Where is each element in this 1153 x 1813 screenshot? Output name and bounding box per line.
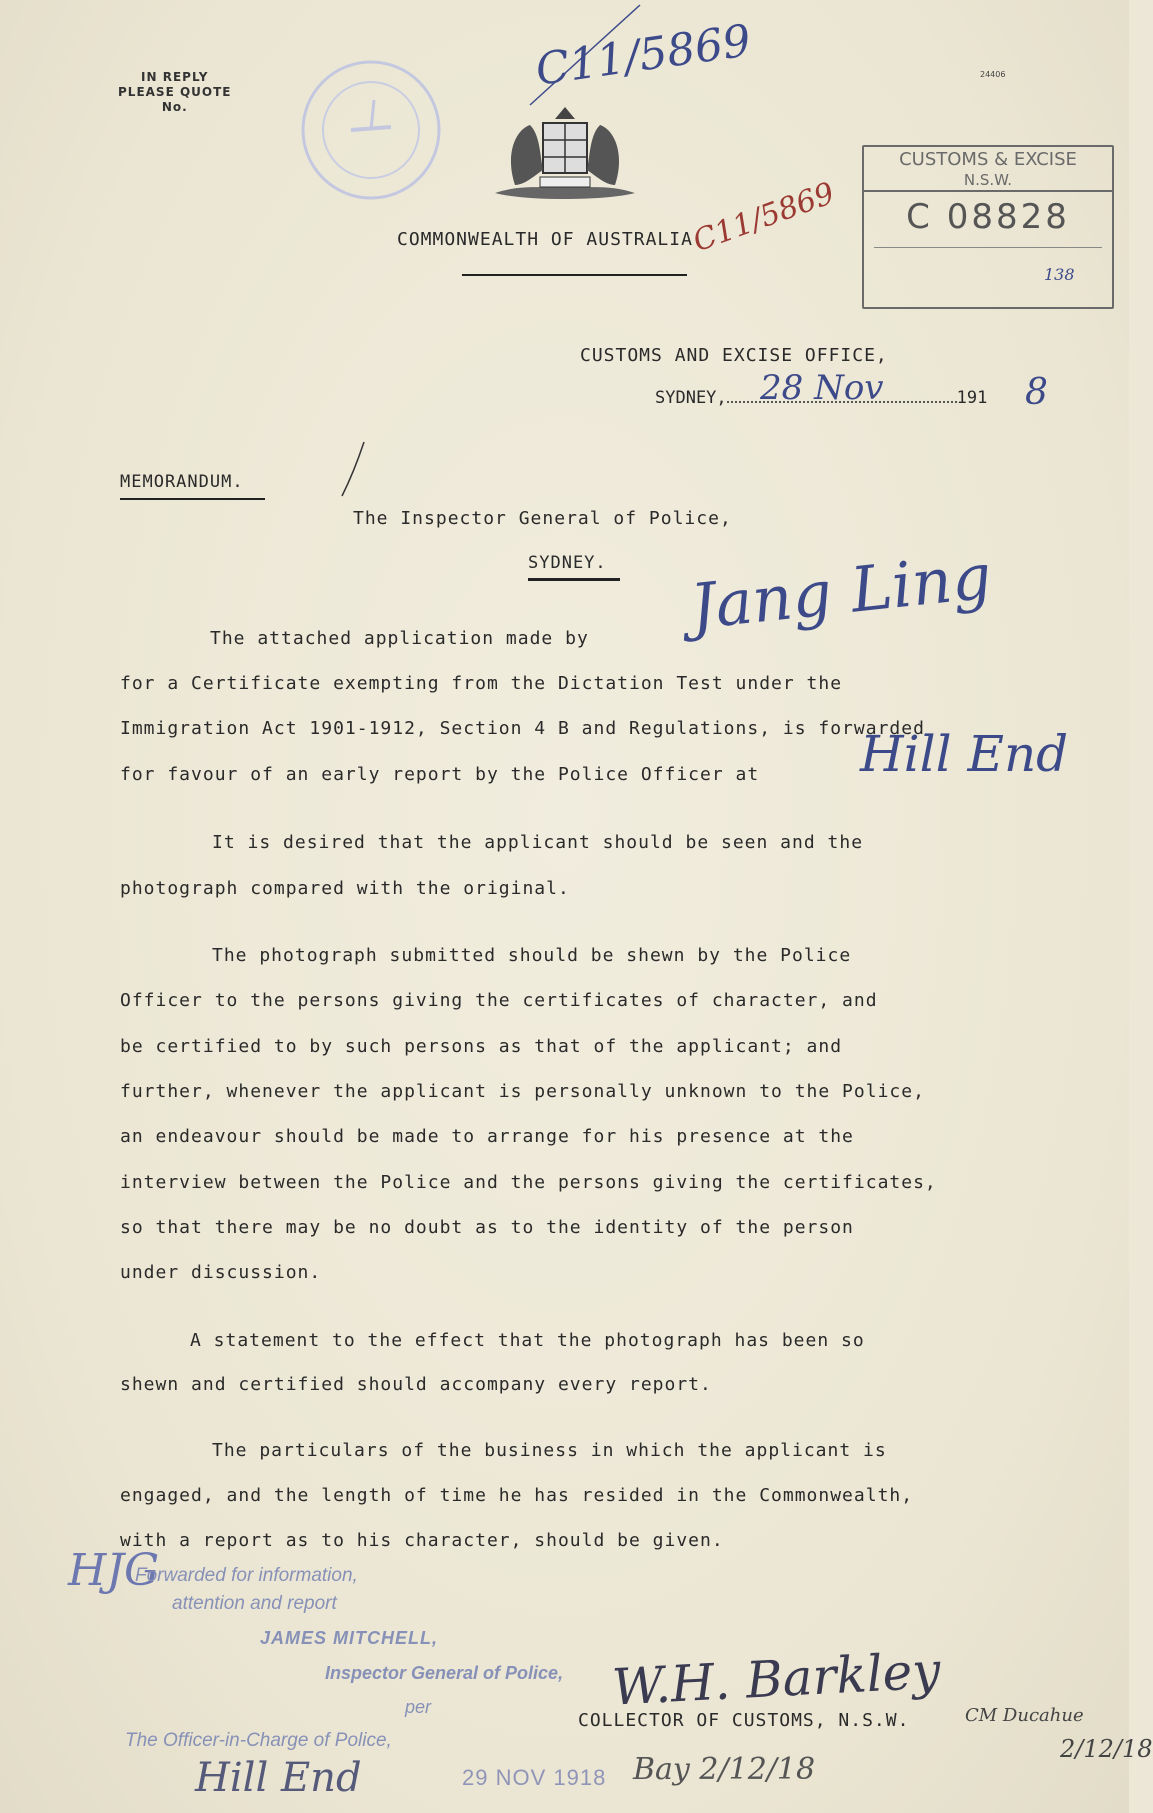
body-p4-line-1: A statement to the effect that the photograph has been so	[190, 1330, 865, 1351]
stamp-title	[864, 147, 1112, 192]
body-p3-line-3: be certified to by such persons as that of the applicant; and	[120, 1036, 843, 1057]
body-p3-line-8: under discussion.	[120, 1262, 322, 1283]
forwarded-initials: HJG	[68, 1545, 160, 1596]
file-number-handwritten-side: C11/5869	[688, 175, 840, 260]
forwarded-line-1: Forwarded for information,	[135, 1565, 358, 1586]
heading-rule	[462, 274, 687, 276]
customs-excise-stamp	[862, 145, 1114, 309]
james-mitchell-stamp: JAMES MITCHELL,	[260, 1628, 439, 1648]
margin-note: CM Ducahue	[965, 1705, 1084, 1726]
stamp-number: C 08828	[906, 197, 1070, 237]
body-p3-line-7: so that there may be no doubt as to the identity of the person	[120, 1217, 854, 1238]
body-p5-line-2: engaged, and the length of time he has resided in the Commonwealth,	[120, 1485, 914, 1506]
office-name: CUSTOMS AND EXCISE OFFICE,	[580, 345, 888, 366]
per-stamp: per	[405, 1697, 432, 1717]
memorandum-rule	[120, 498, 265, 500]
addressee: The Inspector General of Police,	[353, 508, 732, 529]
body-p3-line-5: an endeavour should be made to arrange for his presence at the	[120, 1126, 854, 1147]
applicant-name-handwritten: Jang Ling	[687, 539, 995, 644]
reply-line-1: IN REPLY	[141, 70, 209, 84]
date-handwritten: 28 Nov	[760, 368, 884, 408]
body-p1-line-3: Immigration Act 1901-1912, Section 4 B and Regulations, is forwarded	[120, 718, 925, 739]
officer-in-charge-stamp: The Officer-in-Charge of Police,	[125, 1730, 392, 1751]
body-p5-line-1: The particulars of the business in which the applicant is	[212, 1440, 887, 1461]
police-location-handwritten: Hill End	[860, 725, 1069, 783]
body-p3-line-6: interview between the Police and the persons giving the certificates,	[120, 1172, 937, 1193]
location-handwritten-footer: Hill End	[195, 1755, 362, 1801]
body-p3-line-4: further, whenever the applicant is personally unknown to the Police,	[120, 1081, 925, 1102]
reply-quote-block	[118, 70, 231, 115]
body-p4-line-2: shewn and certified should accompany every report.	[120, 1374, 712, 1395]
office-city: SYDNEY,	[655, 388, 727, 408]
margin-date: 2/12/18	[1060, 1735, 1153, 1763]
reply-line-2: PLEASE QUOTE	[118, 85, 232, 99]
collector-title: COLLECTOR OF CUSTOMS, N.S.W.	[578, 1710, 910, 1731]
memorandum-label: MEMORANDUM.	[120, 472, 244, 492]
tick-mark-icon	[338, 440, 368, 500]
inspector-general-stamp: Inspector General of Police,	[325, 1663, 564, 1683]
body-p2-line-2: photograph compared with the original.	[120, 878, 570, 899]
commonwealth-heading: COMMONWEALTH OF AUSTRALIA.	[397, 229, 705, 250]
body-p1-line-1: The attached application made by	[210, 628, 589, 649]
body-p5-line-3: with a report as to his character, should be given.	[120, 1530, 724, 1551]
pen-stroke-icon	[525, 0, 645, 110]
file-number-handwritten-top: C11/5869	[532, 15, 754, 96]
stamp-handwritten-number: 138	[1044, 265, 1075, 284]
handwritten-initials: Bay 2/12/18	[633, 1752, 816, 1787]
reply-line-3: No.	[161, 100, 188, 114]
stamp-rule	[874, 247, 1102, 248]
year-handwritten: 8	[1025, 372, 1048, 413]
body-p2-line-1: It is desired that the applicant should be seen and the	[212, 832, 864, 853]
body-p1-line-2: for a Certificate exempting from the Dictation Test under the	[120, 673, 843, 694]
body-p3-line-1: The photograph submitted should be shewn by the Police	[212, 945, 852, 966]
stamp-title-line-2: N.S.W.	[963, 171, 1013, 189]
year-prefix: 191	[956, 388, 988, 408]
addressee-rule	[528, 578, 620, 581]
form-number: 24406	[980, 70, 1006, 79]
addressee-city: SYDNEY.	[528, 553, 607, 573]
body-p3-line-2: Officer to the persons giving the certificates of character, and	[120, 990, 878, 1011]
body-p1-line-4: for favour of an early report by the Police Officer at	[120, 764, 760, 785]
date-stamp: 29 NOV 1918	[462, 1765, 607, 1790]
police-received-stamp-icon	[296, 55, 446, 205]
collector-signature: W.H. Barkley	[610, 1641, 942, 1717]
stamp-title-line-1: CUSTOMS & EXCISE	[899, 149, 1077, 170]
forwarded-line-2: attention and report	[172, 1593, 337, 1614]
coat-of-arms-icon	[485, 105, 645, 205]
